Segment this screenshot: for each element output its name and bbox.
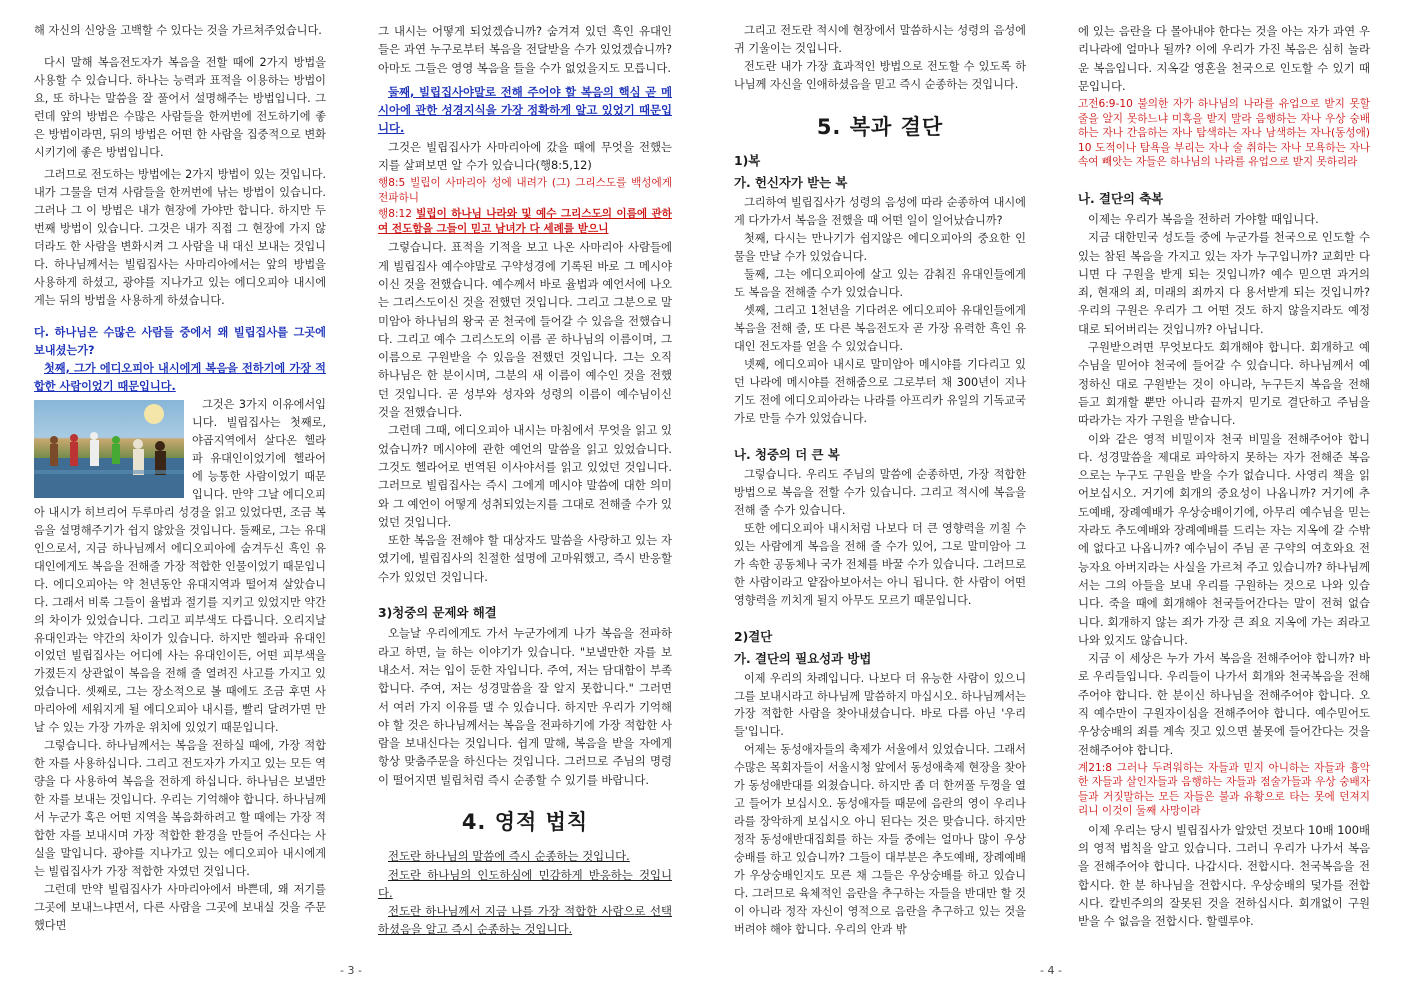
paragraph: 이제 우리는 당시 빌립집사가 알았던 것보다 10배 100배의 영적 법칙을 알고 있습니다. 그러니 우리가 나가서 복음을 전해주어야 합니다. 나갑시다. 전합시다. 천국복음을 전합시다. 한 분 하나님을 전합시다. 우상숭배의 덫가를 전합시다. 칼빈주의의 잘못된 것을 전하십시다. 회개없이 구원받을 수 없음을 전합시다. 할렐루야. [1078, 822, 1370, 929]
column-4 [1078, 22, 1370, 931]
paragraph: 구원받으려면 무엇보다도 회개해야 합니다. 회개하고 예수님을 믿어야 천국에 들어갈 수 있습니다. 하나님께서 예정하신 대로 구원받는 것이 아니라, 누구든지 복음을 전해 듣고 회개할 뿐만 아니라 끝까지 믿기로 결단하고 주님을 따라가는 자가 구원을 받습니다. [1078, 340, 1370, 428]
subheading: 2)결단 [734, 628, 773, 644]
verse [1078, 761, 1370, 819]
paragraph: 그러므로 전도하는 방법에는 2가지 방법이 있는 것입니다. 내가 그물을 던져 사람들을 한꺼번에 낚는 방법이 있습니다. 그러나 그 이 방법은 내가 현장에 가야만 합니다. 하지만 두 번째 방법이 있습니다. 그것은 내가 직접 그 현장에 가지 않더라도 한 사람을 변화시켜 그 사람을 내 대신 보내는 것입니다. 하나님께서는 빌립집사는 사마리아에서는 앞의 방법을 사용하게 하셨고, 광야를 지나가고 있는 에디오피아 내시에게는 뒤의 방법을 사용하게 하셨습니다. [34, 167, 326, 307]
verse-ref: 행8:5 [378, 177, 406, 190]
paragraph: 전도란 내가 가장 효과적인 방법으로 전도할 수 있도록 하나님께 자신을 인애하셨음을 믿고 즉시 순종하는 것입니다. [734, 59, 1026, 91]
subheading: 다. 하나님은 수많은 사람들 중에서 왜 빌립집사를 그곳에 보내셨는가? [34, 325, 326, 357]
column-3 [734, 22, 1026, 939]
paragraph: 그렇습니다. 하나님께서는 복음을 전하실 때에, 가장 적합한 자를 사용하십니다. 그리고 전도자가 가지고 있는 모든 역량을 다 사용하여 복음을 전하게 하십니다. 하나님은 보낼만한 자를 보내는 것입니다. 우리는 기억해야 합니다. 하나님께서 누군가 혹은 어떤 지역을 복음화하려고 할 때에는 가장 적합한 자를 보내시며 가장 적합한 환경을 만들어 주신다는 사실을 말입니다. 광야를 지나가고 있는 에디오피아 내시에게는 빌립집사가 가장 적합한 자였던 것입니다. [34, 739, 326, 879]
verse-ref: 행8:12 [378, 208, 413, 221]
section-title: 5. 복과 결단 [816, 114, 944, 139]
paragraph: 첫째, 다시는 만나기가 쉽지않은 에디오피아의 중요한 인물을 만날 수가 있었습니다. [734, 231, 1026, 263]
verse [1078, 97, 1370, 170]
paragraph: 에 있는 음란을 다 몰아내야 한다는 것을 아는 자가 과연 우리나라에 얼마나 될까? 이에 우리가 가진 복음은 심히 놀라운 복음입니다. 지옥갈 영혼을 천국으로 인도할 수 있기 때문입니다. [1078, 24, 1370, 93]
paragraph: 넷째, 에디오피아 내시로 말미암아 메시야를 기다리고 있던 나라에 메시야를 전해줌으로 그로부터 채 300년이 지나기도 전에 에디오피아라는 나라를 아프리카 유일의 기독교국가로 만들 수가 있었습니다. [734, 357, 1026, 425]
subheading: 나. 결단의 축복 [1078, 190, 1164, 206]
paragraph: 지금 이 세상은 누가 가서 복음을 전해주어야 합니까? 바로 우리들입니다. 우리들이 나가서 회개와 천국복음을 전해주어야 합니다. 한 분이신 하나님을 전해주어야 합니다. 오직 예수만이 구원자이심을 전해주어야 합니다. 예수믿어도 우상숭배의 죄를 계속 짓고 있으면 불못에 들어간다는 것을 전해주어야 합니다. [1078, 651, 1370, 757]
paragraph: 그것은 빌립집사가 사마리아에 갔을 때에 무엇을 전했는지를 살펴보면 알 수가 있습니다(행8:5,12) [378, 139, 672, 173]
baptism-image [34, 400, 184, 498]
paragraph: 그리하여 빌립집사가 성령의 음성에 따라 순종하여 내시에게 다가가서 복음을 전했을 때 어떤 일이 일어났습니까? [734, 195, 1026, 227]
paragraph: 지금 대한민국 성도들 중에 누군가를 천국으로 인도할 수 있는 참된 복음을 가지고 있는 자가 누구입니까? 교회만 다니면 다 구원을 받게 되는 것입니까? 예수 믿으면 과거의 죄, 현재의 죄, 미래의 죄까지 다 용서받게 되는 것입니까? 우리의 구원은 우리가 그 어떤 것도 하지 않을지라도 예정대로 되어버리는 것입니까? 아닙니다. [1078, 230, 1370, 336]
paragraph: 그런데 만약 빌립집사가 사마리아에서 바쁜데, 왜 저기를 그곳에 보내느냐면서, 다른 사람을 그곳에 보내실 것을 주문했다면 [34, 883, 326, 933]
paragraph: 다시 말해 복음전도자가 복음을 전할 때에 2가지 방법을 사용할 수 있습니다. 하나는 능력과 표적을 이용하는 방법이요, 또 하나는 말씀을 잘 풀어서 설명해주는 방법입니다. 그런데 앞의 방법은 수많은 사람들을 한꺼번에 전도하기에 좋은 방법이라면, 뒤의 방법은 어떤 한 사람을 집중적으로 변화시키기에 좋은 방법입니다. [34, 55, 326, 159]
paragraph: 이제 우리의 차례입니다. 나보다 더 유능한 사람이 있으니 그를 보내시라고 하나님께 말씀하지 마십시오. 하나님께서는 가장 적합한 사람을 찾아내셨습니다. 바로 다름 아닌 '우리들'입니다. [734, 671, 1026, 739]
section-title: 4. 영적 법칙 [461, 809, 589, 834]
subheading: 가. 결단의 필요성과 방법 [734, 650, 872, 666]
column-1 [34, 22, 326, 935]
paragraph: 오늘날 우리에게도 가서 누군가에게 나가 복음을 전파하라고 하면, 늘 하는 이야기가 있습니다. "보낼만한 자를 보내소서. 저는 입이 둔한 자입니다. 주여, 저는 담대함이 부족합니다. 주여, 저는 성경말씀을 잘 알지 못합니다." 그러면서 여러 가지 이유를 댈 수 있습니다. 하지만 우리가 기억해야 할 것은 하나님께서는 복음을 전파하기에 가장 적합한 사람을 보내신다는 것입니다. 쉽게 말해, 복음을 받을 자에게 항상 맞춤주문을 하신다는 것입니다. 그러므로 주님의 명령이 떨어지면 빌립처럼 즉시 순종할 수 있기를 바랍니다. [378, 626, 672, 787]
page-number-right: - 4 - [1040, 964, 1062, 977]
illustration-baptism [34, 396, 326, 738]
paragraph: 그리고 전도란 적시에 현장에서 말씀하시는 성령의 음성에 귀 기울이는 것입니다. [734, 24, 1026, 55]
verse-text: 빌립이 하나님 나라와 및 예수 그리스도의 이름에 관하여 전도함을 그들이 믿고 남녀가 다 세례를 받으니 [378, 208, 672, 235]
paragraph: 둘째, 그는 에디오피아에 살고 있는 감춰진 유대인들에게도 복음을 전해줄 수가 있었습니다. [734, 267, 1026, 299]
paragraph: 그 내시는 어떻게 되었겠습니까? 숨겨져 있던 흑인 유대인들은 과연 누구로부터 복음을 전달받을 수가 있었겠습니까? 아마도 그들은 영영 복음을 들을 수가 없었을지도 모릅니다. [378, 24, 672, 75]
subheading: 가. 헌신자가 받는 복 [734, 174, 848, 190]
verse-text: 그러나 두려워하는 자들과 믿지 아니하는 자들과 흉악한 자들과 살인자들과 음행하는 자들과 점술가들과 우상 숭배자들과 거짓말하는 모든 자들은 불과 유황으로 타는 못에 던져지리니 이것이 둘째 사망이라 [1078, 761, 1371, 818]
paragraph [34, 396, 326, 738]
section-heading: 3)청중의 문제와 해결 [378, 605, 497, 621]
subheading: 첫째, 그가 에디오피아 내시에게 복음을 전하기에 가장 적합한 사람이었기 때문입니다. [34, 361, 326, 393]
subheading: 나. 청중의 더 큰 복 [734, 446, 840, 462]
page-number-left: - 3 - [340, 964, 362, 977]
paragraph: 어제는 동성애자들의 축제가 서울에서 있었습니다. 그래서 수많은 목회자들이 서울시청 앞에서 동성애축제 현장을 찾아가 동성애반대를 외쳤습니다. 하지만 좀 더 한꺼풀 두껑을 열고 들어가 보십시오. 동성애자들 때문에 음란의 영이 우리나라를 장악하게 보십시오 아니 된다는 것은 맞습니다. 하지만 정작 동성애반대집회를 하는 자들 중에는 얼마나 많이 우상숭배를 하고 있습니까? 그들이 대부분은 추도예배, 장례예배가 우상숭배인지도 모른 채 그들은 우상숭배를 하고 있습니다. 그러므로 육체적인 음란을 추구하는 자들을 반대만 할 것이 아니라 정작 자신이 영적으로 음란을 추구하고 있는 것을 버려야 해야 합니다. 우리의 안과 밖 [734, 743, 1026, 937]
law-line: 전도란 하나님의 말씀에 즉시 순종하는 것입니다. [388, 849, 630, 864]
paragraph: 또한 에디오피아 내시처럼 나보다 더 큰 영향력을 끼칠 수 있는 사람에게 복음을 전해 줄 수가 있어, 그로 말미암아 그가 속한 공동체나 국가 전체를 바꿀 수가 있습니다. 그러므로 한 사람이라고 얕잡아보아서는 아니 됩니다. 한 사람이 어떤 영향력을 끼치게 될지 아무도 모르기 때문입니다. [734, 521, 1026, 607]
paragraph: 그렇습니다. 우리도 주님의 말씀에 순종하면, 가장 적합한 방법으로 복음을 전할 수가 있습니다. 그리고 적시에 복음을 전해 줄 수가 있습니다. [734, 467, 1026, 517]
verse-ref: 계21:8 [1078, 761, 1113, 774]
verse-ref: 고전6:9-10 [1078, 98, 1133, 111]
verse-text: 불의한 자가 하나님의 나라를 유업으로 받지 못할 줄을 알지 못하느냐 미혹을 받지 말라 음행하는 자나 우상 숭배하는 자나 간음하는 자나 탐색하는 자나 남색하는 자나(동성애) 10 도적이나 탐욕을 부리는 자나 술 취하는 자나 모욕하는 자나 속여 빼앗는 자들은 하나님의 나라를 유업으로 받지 못하리라 [1078, 98, 1371, 169]
paragraph: 또한 복음을 전해야 할 대상자도 말씀을 사랑하고 있는 자였기에, 빌립집사의 친절한 설명에 고마워했고, 즉시 반응할 수가 있었던 것입니다. [378, 533, 672, 584]
verse-text: 빌립이 사마리아 성에 내려가 (그) 그리스도를 백성에게 전파하니 [378, 177, 672, 204]
paragraph: 해 자신의 신앙을 고백할 수 있다는 것을 가르쳐주었습니다. [34, 24, 322, 37]
subheading: 1)복 [734, 152, 761, 168]
paragraph-text: 그것은 3가지 이유에서입니다. 빌립집사는 첫째로, 야곱지역에서 살다온 헬라파 유대인이었기에 헬라어에 능통한 사람이었기 때문입니다. 만약 그날 에디오피아 내시가 히브리어 두루마리 성경을 읽고 있었다면, 조금 복음을 설명해주기가 쉽지 않았을 것입니다. 둘째로, 그는 유대인으로서, 지금 하나님께서 에디오피아에 숨겨두신 흑인 유대인에게도 복음을 전해줄 가장 적합한 인물이었기 때문입니다. 에디오피아는 약 천년동안 유대지역과 떨어져 살았습니다. 그래서 비록 그들이 율법과 절기를 지키고 있었지만 약간의 차이가 있었습니다. 그리고 피부색도 다릅니다. 오리지날 유대인과는 약간의 차이가 있습니다. 하지만 헬라파 유대인이었던 빌립집사는 어디에 사는 유대인이든, 어떤 피부색을 가졌든지 상관없이 복음을 전해 줄 열려진 사고를 가지고 있었습니다. 셋째로, 그는 장소적으로 볼 때에도 조금 후면 사마리아에 세워지게 될 에디오피아 내시를, 빨리 달려가면 만날 수 있는 가장 가까운 위치에 있었기 때문입니다. [34, 397, 326, 735]
paragraph: 그런데 그때, 에디오피아 내시는 마침에서 무엇을 읽고 있었습니까? 메시야에 관한 예언의 말씀을 읽고 있었습니다. 그것도 헬라어로 번역된 이사야서를 읽고 있었던 것입니다. 그러므로 빌립집사는 즉시 그에게 메시야 말씀에 대한 의미와 그 예언이 어떻게 성취되었는지를 그대로 전해줄 수가 있었던 것입니다. [378, 423, 672, 529]
column-2 [378, 22, 672, 939]
verse [378, 207, 672, 236]
verse [378, 176, 672, 205]
paragraph: 이제는 우리가 복음을 전하러 가야할 때입니다. [1088, 211, 1319, 226]
paragraph: 셋째, 그리고 1천년을 기다려온 에디오피아 유대인들에게 복음을 전해 줄, 또 다른 복음전도자 곧 가장 유력한 흑인 유대인 전도자를 얻을 수 있었습니다. [734, 303, 1026, 353]
law-line: 전도란 하나님의 인도하심에 민감하게 반응하는 것입니다. [378, 867, 672, 900]
paragraph: 이와 같은 영적 비밀이자 천국 비밀을 전해주어야 합니다. 성경말씀을 제대로 파악하지 못하는 자가 전해준 복음으로는 누구도 구원을 받을 수가 없습니다. 사영리 책을 읽어보십시오. 거기에 회개의 중요성이 나옵니까? 거기에 추도예배, 장례예배가 우상숭배이기에, 아무리 예수님을 믿는 자라도 추도예배와 장례예배를 드리는 자는 지옥에 갈 수밖에 없다고 나옵니까? 예수님이 주님 곧 구약의 여호와요 전능자요 아버지라는 사실을 가르쳐 주고 있습니까? 하나님께서는 그의 아들을 보내 우리를 구원하는 것으로 나와 있습니다. 죽을 때에 회개해야 천국들어간다는 말이 전혀 없습니다. 회개하지 않는 죄가 가장 큰 죄요 지옥에 가는 죄라고 나와 있지도 않습니다. [1078, 431, 1370, 647]
law-line: 전도란 하나님께서 지금 나를 가장 적합한 사람으로 선택하셨음을 알고 즉시 순종하는 것입니다. [378, 904, 672, 937]
paragraph: 그렇습니다. 표적을 기적을 보고 나온 사마리아 사람들에게 빌립집사 예수야말로 구약성경에 기록된 바로 그 메시야이신 것을 전했습니다. 예수께서 바로 율법과 예언서에 나오는 그리스도이신 것을 전했던 것입니다. 그리고 그분으로 말미암아 하나님의 왕국 곧 천국에 들어갈 수 있음을 전했습니다. 그리고 예수 그리스도의 이름 곧 하나님의 이름이며, 그 이름으로 구원받을 수 있음을 전했던 것입니다. 그는 오직 하나님은 한 분이시며, 그분의 새 이름이 예수인 것을 전했던 것입니다. 곧 성부와 성자와 성령의 이름이 예수님이신 것을 전했습니다. [378, 240, 672, 420]
subheading: 둘째, 빌립집사야말로 전해 주어야 할 복음의 핵심 곧 메시아에 관한 성경지식을 가장 정확하게 알고 있었기 때문입니다. [378, 84, 672, 136]
